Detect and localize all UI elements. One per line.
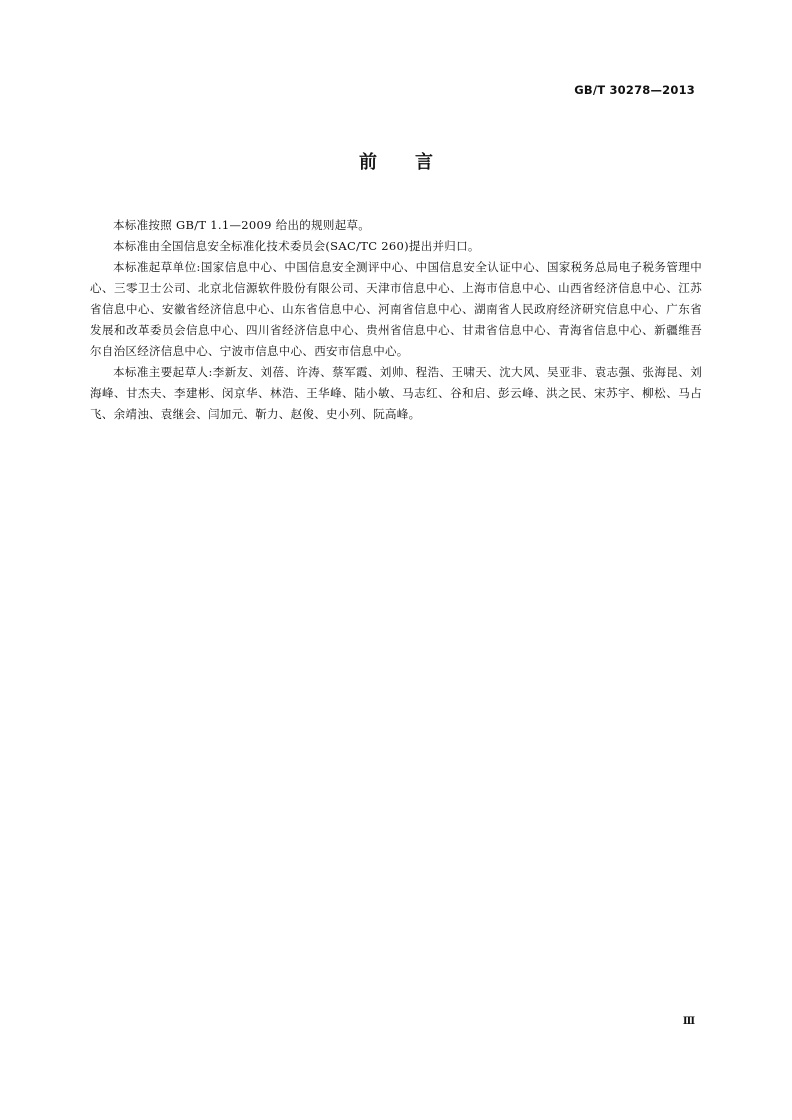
page-number: Ⅲ bbox=[682, 1016, 695, 1027]
paragraph-drafting-units: 本标准起草单位:国家信息中心、中国信息安全测评中心、中国信息安全认证中心、国家税务总局电子税务管理中心、三零卫士公司、北京北信源软件股份有限公司、天津市信息中心、上海市信息中心、山西省经济信息中心、江苏省信息中心、安徽省经济信息中心、山东省信息中心、河南省信息中心、湖南省人民政府经济研究信息中心、广东省发展和改革委员会信息中心、四川省经济信息中心、贵州省信息中心、甘肃省信息中心、青海省信息中心、新疆维吾尔自治区经济信息中心、宁波市信息中心、西安市信息中心。 bbox=[90, 260, 702, 358]
page-title: 前言 bbox=[359, 152, 471, 173]
foreword-body bbox=[90, 215, 702, 425]
standard-number: GB/T 30278—2013 bbox=[574, 83, 695, 97]
paragraph-main-drafters: 本标准主要起草人:李新友、刘蓓、许涛、蔡军霞、刘帅、程浩、王啸天、沈大风、吴亚非、袁志强、张海昆、刘海峰、甘杰夫、李建彬、闵京华、林浩、王华峰、陆小敏、马志红、谷和启、彭云峰、洪之民、宋苏宇、柳松、马占飞、余靖浊、袁继会、闫加元、靳力、赵俊、史小列、阮高峰。 bbox=[90, 365, 702, 421]
paragraph-proposer: 本标准由全国信息安全标准化技术委员会(SAC/TC 260)提出并归口。 bbox=[113, 239, 480, 253]
paragraph-drafting-rules: 本标准按照 GB/T 1.1—2009 给出的规则起草。 bbox=[113, 218, 371, 232]
